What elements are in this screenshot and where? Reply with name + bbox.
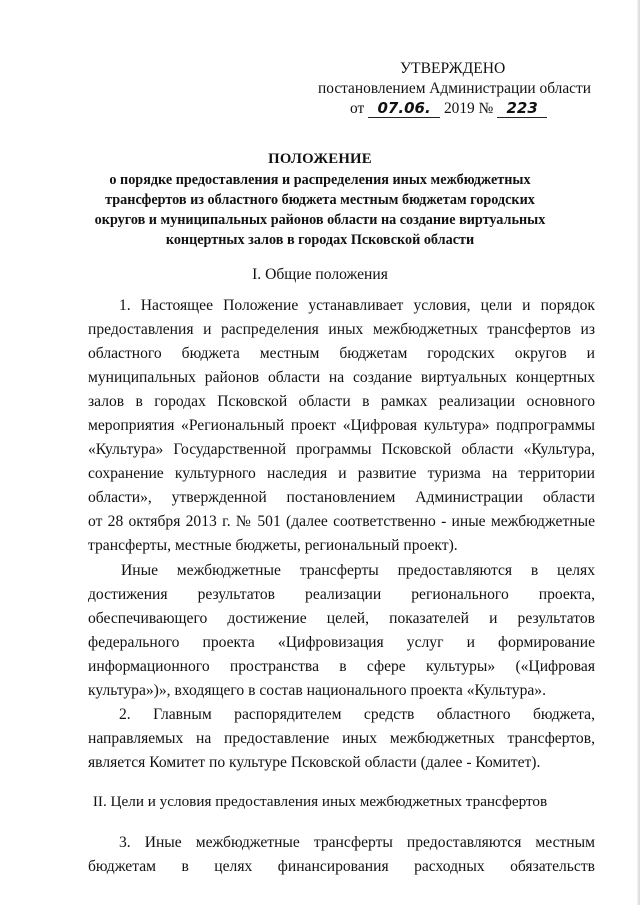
paragraph-line: культура»)», входящего в состав национального проекта «Культура». <box>88 682 546 699</box>
paragraph-line: трансферты, местные бюджеты, региональный проект). <box>88 537 458 554</box>
approval-date-line <box>350 99 547 118</box>
paragraph-line: от 28 октября 2013 г. № 501 (далее соответственно - иные межбюджетные <box>88 513 595 530</box>
paragraph-line: направляемых на предоставление иных межбюджетных трансфертов, <box>88 730 595 747</box>
approval-stamp-title: УТВЕРЖДЕНО <box>400 60 506 77</box>
handwritten-number: 223 <box>497 99 547 118</box>
document-title: ПОЛОЖЕНИЕ <box>268 151 372 167</box>
date-year-number: 2019 № <box>443 100 494 117</box>
paragraph-line: муниципальных районов области на создание виртуальных концертных <box>88 369 595 386</box>
paragraph-line: является Комитет по культуре Псковской области (далее - Комитет). <box>88 754 541 771</box>
paragraph-line: информационного пространства в сфере культуры» («Цифровая <box>88 658 595 675</box>
approval-authority: постановлением Администрации области <box>318 80 591 97</box>
title-line: концертных залов в городах Псковской области <box>165 232 475 248</box>
paragraph-line: 3. Иные межбюджетные трансферты предоставляются местным <box>119 834 595 851</box>
paragraph-line: областного бюджета местным бюджетам городских округов и <box>88 345 595 362</box>
title-line: о порядке предоставления и распределения иных межбюджетных <box>109 172 531 188</box>
paragraph-line: сохранение культурного наследия и развитие туризма на территории <box>88 465 595 482</box>
paragraph-line: достижения результатов реализации регионального проекта, <box>88 586 595 603</box>
title-line: округов и муниципальных районов области на создание виртуальных <box>94 212 546 228</box>
paragraph-line: бюджетам в целях финансирования расходных обязательств <box>88 858 595 875</box>
paragraph-line: 2. Главным распорядителем средств областного бюджета, <box>119 706 595 723</box>
paragraph-line: федерального проекта «Цифровизация услуг и формирование <box>88 634 595 651</box>
date-prefix: от <box>350 100 365 117</box>
paragraph-line: залов в городах Псковской области в рамках реализации основного <box>88 393 595 410</box>
title-line: трансфертов из областного бюджета местным бюджетам городских <box>105 192 535 208</box>
paragraph-line: области», утвержденной постановлением Администрации области <box>88 489 595 506</box>
paragraph-line: мероприятия «Региональный проект «Цифровая культура» подпрограммы <box>88 417 595 434</box>
paragraph-line: обеспечивающего достижение целей, показателей и результатов <box>88 610 595 627</box>
section-2-heading: II. Цели и условия предоставления иных межбюджетных трансфертов <box>92 793 548 810</box>
paragraph-line: предоставления и распределения иных межбюджетных трансфертов из <box>88 321 595 338</box>
paragraph-line: «Культура» Государственной программы Псковской области «Культура, <box>88 441 595 458</box>
paragraph-line: Иные межбюджетные трансферты предоставляются в целях <box>121 562 595 579</box>
paragraph-line: 1. Настоящее Положение устанавливает условия, цели и порядок <box>119 297 595 314</box>
section-1-heading: I. Общие положения <box>252 266 388 283</box>
handwritten-date: 07.06. <box>368 99 440 118</box>
